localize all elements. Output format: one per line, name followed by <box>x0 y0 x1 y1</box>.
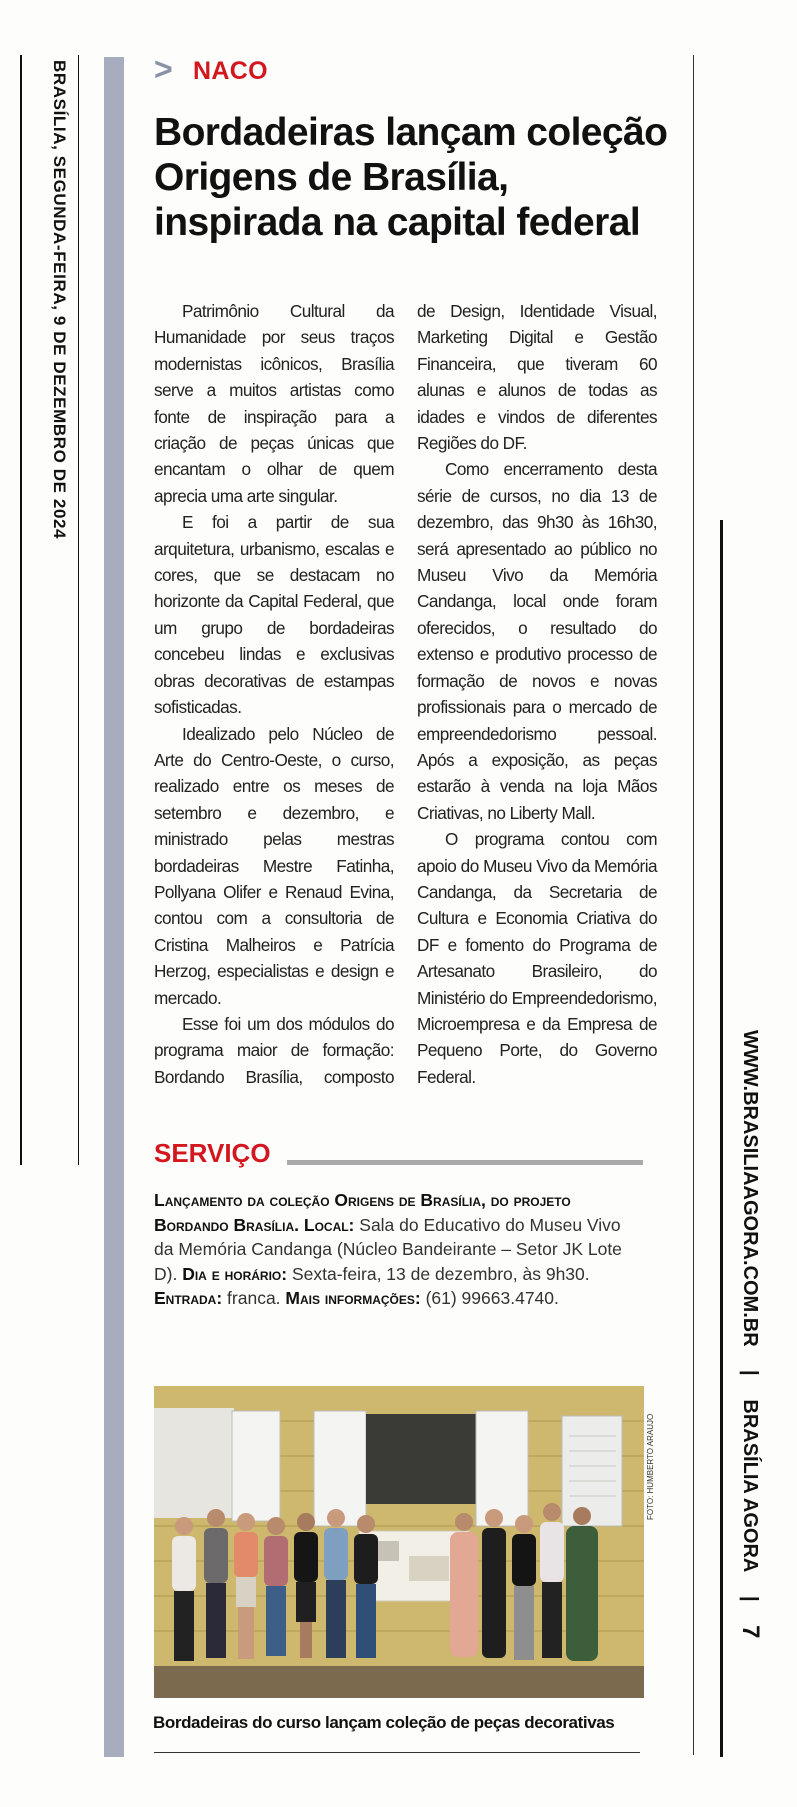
servico-info <box>154 1188 642 1311</box>
headline: Bordadeiras lançam coleção Origens de Brasília, inspirada na capital federal <box>154 111 668 244</box>
entrada-value: franca. <box>227 1288 281 1308</box>
dia-value: Sexta-feira, 13 de dezembro, às 9h30. <box>291 1263 590 1284</box>
right-thin-rule <box>693 55 694 1755</box>
dia-label: Dia e horário: <box>182 1263 288 1284</box>
separator-bar: | <box>739 1370 761 1376</box>
separator-bar: | <box>739 1595 761 1602</box>
article-paragraph: Patrimônio Cultural da Humanidade por seus traços modernistas icônicos, Brasília serve a muitos artistas como fonte de inspiração para a criação de peças únicas que encantam o olhar de quem aprecia uma arte singular. <box>154 301 394 506</box>
page-number: 7 <box>737 1625 764 1639</box>
article-paragraph: Esse foi um dos módulos do programa maior de formação: Bordando Brasília, composto <box>154 1013 394 1087</box>
article-column-right <box>417 298 657 1090</box>
brand-name: BRASÍLIA AGORA <box>739 1399 761 1573</box>
group-photo <box>154 1386 644 1698</box>
website-url: WWW.BRASILIAAGORA.COM.BR <box>739 1030 761 1347</box>
servico-rule <box>287 1160 643 1165</box>
left-outer-rule <box>20 55 22 1165</box>
article-column-left <box>154 298 394 1091</box>
entrada-label: Entrada: <box>154 1288 223 1308</box>
section-label: NACO <box>193 57 268 85</box>
right-margin-strip <box>734 1030 764 1750</box>
photo-caption: Bordadeiras do curso lançam coleção de peças decorativas <box>153 1713 615 1732</box>
info-value: (61) 99663.4740. <box>425 1288 559 1308</box>
event-title: Lançamento da coleção Origens de Brasília, do projeto Bordando Brasília. <box>154 1190 571 1235</box>
info-label: Mais informações: <box>285 1288 421 1308</box>
photo-credit: FOTO: HUMBERTO ARAUJO <box>646 1413 655 1520</box>
article-paragraph: Idealizado pelo Núcleo de Arte do Centro-Oeste, o curso, realizado entre os meses de setembro e dezembro, e ministrado pelas mestras bordadeiras Mestre Fatinha, Pollyana Olifer e Renaud Evina, contou com a consultoria de Cristina Malheiros e Patrícia Herzog, especialistas e design e mercado. <box>154 723 394 1008</box>
right-thick-rule <box>720 520 723 1757</box>
left-inner-rule <box>78 55 79 1165</box>
chevron-right-icon: > <box>154 51 173 87</box>
article-paragraph: Como encerramento desta série de cursos, no dia 13 de dezembro, das 9h30 às 16h30, será apresentado ao público no Museu Vivo da Memória Candanga, local onde foram oferecidos, o resultado do extenso e produtivo processo de formação de novos e novas profissionais para o mercado de empreendedorismo pessoal. Após a exposição, as peças estarão à venda na loja Mãos Criativas, no Liberty Mall. <box>417 459 657 823</box>
local-value: Sala do Educativo do Museu Vivo da Memória Candanga (Núcleo Bandeirante – Setor JK Lote D). <box>154 1214 622 1284</box>
caption-rule <box>154 1752 640 1753</box>
edition-date: BRASÍLIA, SEGUNDA-FEIRA, 9 DE DEZEMBRO DE 2024 <box>50 60 69 540</box>
group-photo-illustration <box>154 1386 644 1698</box>
article-paragraph: E foi a partir de sua arquitetura, urbanismo, escalas e cores, que se destacam no horizonte da Capital Federal, que um grupo de bordadeiras concebeu lindas e exclusivas obras decorativas de estampas sofisticadas. <box>154 512 394 718</box>
article-paragraph: O programa contou com apoio do Museu Vivo da Memória Candanga, da Secretaria de Cultura e Economia Criativa do DF e fomento do Programa de Artesanato Brasileiro, do Ministério do Empreendedorismo, Microempresa e da Empresa de Pequeno Porte, do Governo Federal. <box>417 829 657 1087</box>
servico-title: SERVIÇO <box>154 1138 271 1168</box>
local-label: Local: <box>303 1214 355 1235</box>
article-paragraph-continued: de Design, Identidade Visual, Marketing Digital e Gestão Financeira, que tiveram 60 alunas e alunos de todas as idades e vindos de diferentes Regiões do DF. <box>417 301 657 454</box>
decorative-grey-bar <box>104 57 124 1757</box>
